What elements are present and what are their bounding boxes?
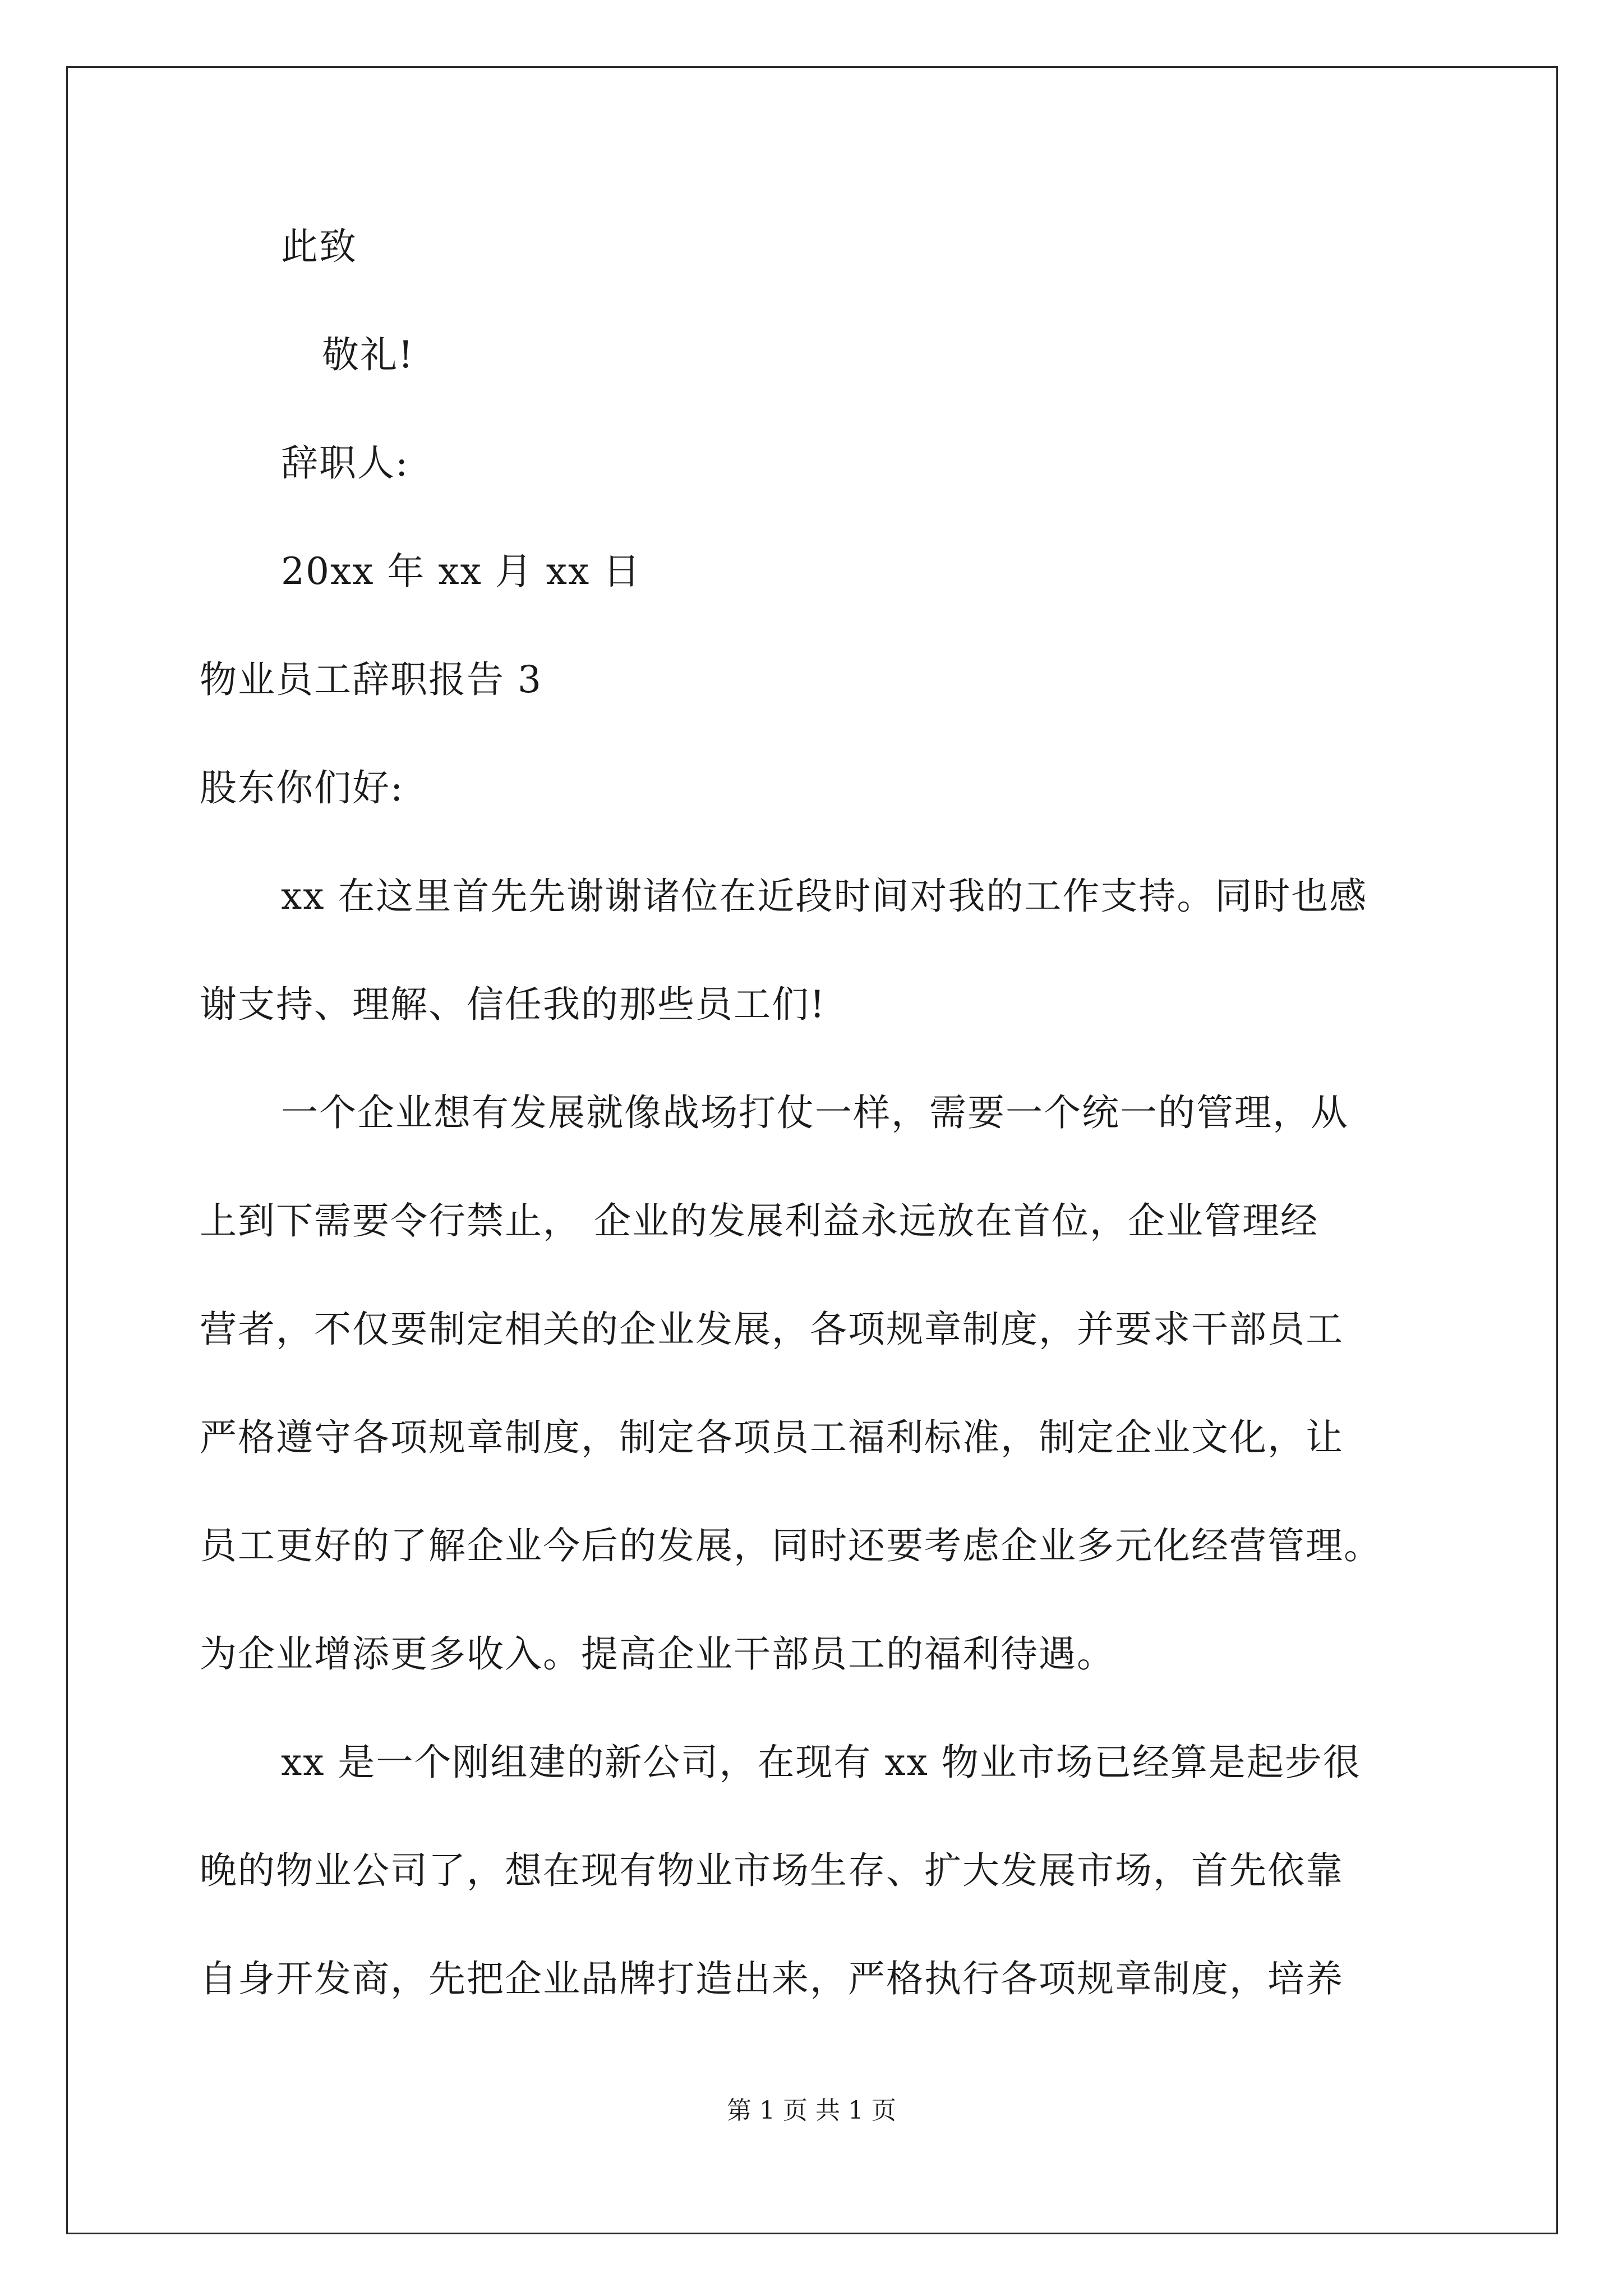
paragraph-line: 严格遵守各项规章制度，制定各项员工福利标准，制定企业文化，让 <box>200 1416 1344 1459</box>
paragraph-line: 一个企业想有发展就像战场打仗一样，需要一个统一的管理，从 <box>281 1091 1349 1134</box>
paragraph-line: 员工更好的了解企业今后的发展，同时还要考虑企业多元化经营管理。 <box>200 1524 1382 1567</box>
closing-salutation: 此致 <box>281 225 357 268</box>
paragraph-line: 营者，不仅要制定相关的企业发展，各项规章制度，并要求干部员工 <box>200 1308 1344 1351</box>
page-border <box>66 66 1558 2234</box>
date-line: 20xx 年 xx 月 xx 日 <box>281 550 642 593</box>
paragraph-line: 上到下需要令行禁止， 企业的发展利益永远放在首位，企业管理经 <box>200 1199 1318 1243</box>
resigner-label: 辞职人: <box>281 441 409 485</box>
page-number: 第 1 页 共 1 页 <box>727 2096 896 2125</box>
greeting: 股东你们好: <box>200 766 404 809</box>
paragraph-line: 为企业增添更多收入。提高企业干部员工的福利待遇。 <box>200 1632 1115 1676</box>
paragraph-line: 谢支持、理解、信任我的那些员工们! <box>200 983 826 1026</box>
paragraph-line: 晚的物业公司了，想在现有物业市场生存、扩大发展市场，首先依靠 <box>200 1849 1344 1892</box>
paragraph-line: xx 在这里首先先谢谢诸位在近段时间对我的工作支持。同时也感 <box>281 875 1368 918</box>
section-title: 物业员工辞职报告 3 <box>200 658 542 701</box>
paragraph-line: 自身开发商，先把企业品牌打造出来，严格执行各项规章制度，培养 <box>200 1957 1344 2000</box>
closing-regards: 敬礼! <box>322 333 414 376</box>
paragraph-line: xx 是一个刚组建的新公司，在现有 xx 物业市场已经算是起步很 <box>281 1741 1361 1784</box>
